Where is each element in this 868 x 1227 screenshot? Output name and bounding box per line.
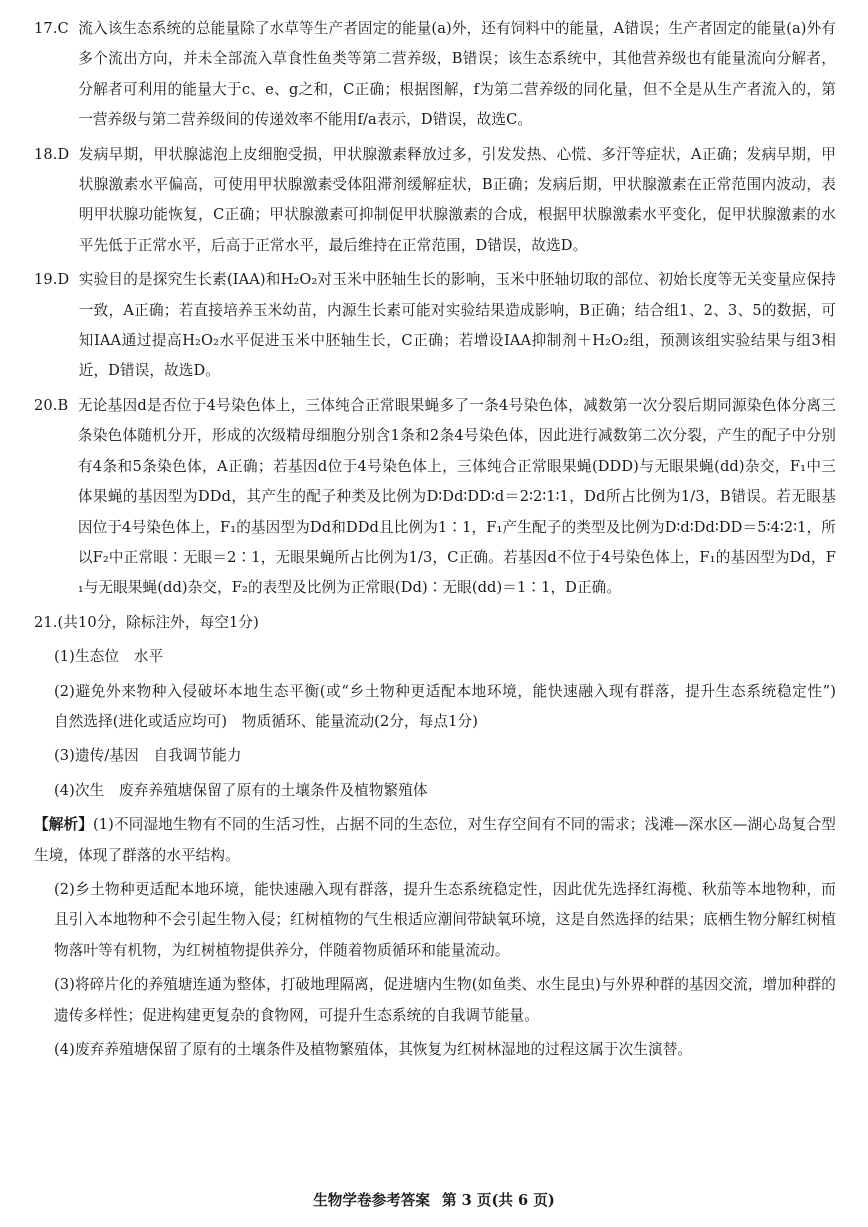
answer-21-part-4: (4)次生 废弃养殖塘保留了原有的土壤条件及植物繁殖体 <box>54 781 428 799</box>
analysis-2: (2)乡土物种更适配本地环境，能快速融入现有群落，提升生态系统稳定性，因此优先选择红海榄、秋茄等本地物种，而且引入本地物种不会引起生物入侵；红树植物的气生根适应潮间带缺氧环境，这是自然选择的结果；底栖生物分解红树植物落叶等有机物，为红树植物提供养分，伴随着物质循环和能量流动。 <box>54 880 836 959</box>
footer-title: 生物学卷参考答案 <box>313 1192 430 1209</box>
analysis-4: (4)废弃养殖塘保留了原有的土壤条件及植物繁殖体，其恢复为红树林湿地的过程这属于次生演替。 <box>54 1041 693 1058</box>
answer-20 <box>34 391 836 604</box>
answer-21-part-1: (1)生态位 水平 <box>54 648 164 666</box>
answer-explanation: 发病早期，甲状腺滤泡上皮细胞受损，甲状腺激素释放过多，引发发热、心慌、多汗等症状，A正确；发病早期，甲状腺激素水平偏高，可使用甲状腺激素受体阻滞剂缓解症状，B正确；发病后期，甲状腺激素在正常范围内波动，表明甲状腺功能恢复，C正确；甲状腺激素可抑制促甲状腺激素的合成，根据甲状腺激素水平变化，促甲状腺激素的水平先低于正常水平，后高于正常水平，最后维持在正常范围，D错误，故选D。 <box>78 145 836 254</box>
analysis-1 <box>34 810 836 871</box>
footer-page-number: 第 3 页(共 6 页) <box>441 1192 555 1209</box>
question-number: 19.D <box>34 271 70 289</box>
analysis-text: (1)不同湿地生物有不同的生活习性，占据不同的生态位，对生存空间有不同的需求；浅滩—深水区—湖心岛复合型生境，体现了群落的水平结构。 <box>34 816 836 864</box>
answer-content <box>34 14 851 1069</box>
answer-17 <box>34 14 836 136</box>
question-number: 20.B <box>34 396 69 414</box>
answer-explanation: 无论基因d是否位于4号染色体上，三体纯合正常眼果蝇多了一条4号染色体，减数第一次分裂后期同源染色体分离三条染色体随机分开，形成的次级精母细胞分别含1条和2条4号染色体，因此进行减数第二次分裂，产生的配子中分别有4条和5条染色体，A正确；若基因d位于4号染色体上，三体纯合正常眼果蝇(DDD)与无眼果蝇(dd)杂交，F₁中三体果蝇的基因型为DDd，其产生的配子种类及比例为D∶Dd∶DD∶d＝2∶2∶1∶1，Dd所占比例为1/3，B错误。若无眼基因位于4号染色体上，F₁的基因型为Dd和DDd且比例为1∶1，F₁产生配子的类型及比例为D∶d∶Dd∶DD＝5∶4∶2∶1，所以F₂中正常眼∶无眼＝2∶1，无眼果蝇所占比例为1/3，C正确。若基因d不位于4号染色体上，F₁的基因型为Dd，F₁与无眼果蝇(dd)杂交，F₂的表型及比例为正常眼(Dd)∶无眼(dd)＝1∶1，D正确。 <box>77 396 836 597</box>
question-number: 18.D <box>34 145 70 163</box>
answer-explanation: 流入该生态系统的总能量除了水草等生产者固定的能量(a)外，还有饲料中的能量，A错误；生产者固定的能量(a)外有多个流出方向，并未全部流入草食性鱼类等第二营养级，B错误；该生态系统中，其他营养级也有能量流向分解者，分解者可利用的能量大于c、e、g之和，C正确；根据图解，f为第二营养级的同化量，但不全是从生产者流入的，第一营养级与第二营养级间的传递效率不能用f/a表示，D错误，故选C。 <box>78 20 836 129</box>
answer-21-part-2: (2)避免外来物种入侵破坏本地生态平衡(或“乡土物种更适配本地环境，能快速融入现有群落，提升生态系统稳定性”) 自然选择(进化或适应均可) 物质循环、能量流动(2分，每点1分) <box>54 682 851 730</box>
answer-21-part-3: (3)遗传/基因 自我调节能力 <box>54 747 242 765</box>
answer-19 <box>34 265 836 387</box>
answer-18 <box>34 140 836 262</box>
analysis-label: 【解析】 <box>34 816 93 834</box>
answer-explanation: 实验目的是探究生长素(IAA)和H₂O₂对玉米中胚轴生长的影响，玉米中胚轴切取的部位、初始长度等无关变量应保持一致，A正确；若直接培养玉米幼苗，内源生长素可能对实验结果造成影响，B正确；结合组1、2、3、5的数据，可知IAA通过提高H₂O₂水平促进玉米中胚轴生长，C正确；若增设IAA抑制剂＋H₂O₂组，预测该组实验结果与组3相近，D错误，故选D。 <box>78 271 836 380</box>
answer-21-header: 21.(共10分，除标注外，每空1分) <box>34 613 259 631</box>
question-number: 17.C <box>34 20 69 37</box>
page-footer <box>0 1189 868 1210</box>
analysis-3: (3)将碎片化的养殖塘连通为整体，打破地理隔离，促进塘内生物(如鱼类、水生昆虫)与外界种群的基因交流，增加种群的遗传多样性；促进构建更复杂的食物网，可提升生态系统的自我调节能量。 <box>54 976 836 1024</box>
